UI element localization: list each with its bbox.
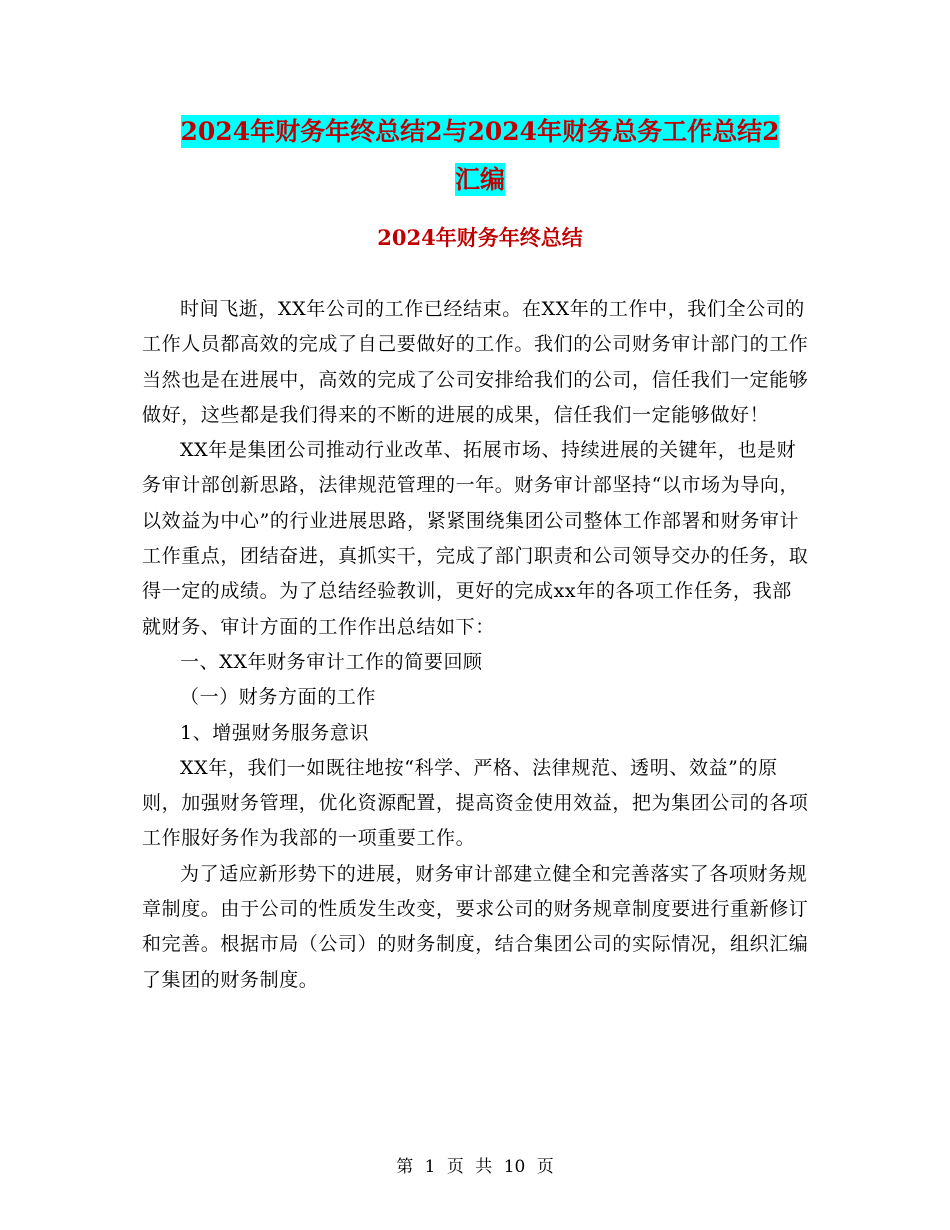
document-title — [140, 108, 820, 204]
page-footer: 第 1 页 共 10 页 — [396, 1157, 554, 1177]
paragraph: 1、增强财务服务意识 — [180, 721, 370, 744]
paragraph: 时间飞逝，XX年公司的工作已经结束。在XX年的工作中，我们全公司的工作人员都高效的完成了自己要做好的工作。我们的公司财务审计部门的工作当然也是在进展中，高效的完成了公司安排给我们的公司，信任我们一定能够做好，这些都是我们得来的不断的进展的成果，信任我们一定能够做好！ — [142, 298, 809, 426]
paragraph: XX年是集团公司推动行业改革、拓展市场、持续进展的关键年，也是财务审计部创新思路，法律规范管理的一年。财务审计部坚持“以市场为导向，以效益为中心”的行业进展思路，紧紧围绕集团公司整体工作部署和财务审计工作重点，团结奋进，真抓实干，完成了部门职责和公司领导交办的任务，取得一定的成绩。为了总结经验教训，更好的完成xx年的各项工作任务，我部就财务、审计方面的工作作出总结如下： — [142, 439, 809, 638]
paragraph: 一、XX年财务审计工作的简要回顾 — [180, 650, 483, 673]
paragraph: XX年，我们一如既往地按“科学、严格、法律规范、透明、效益”的原则，加强财务管理，优化资源配置，提高资金使用效益，把为集团公司的各项工作服好务作为我部的一项重要工作。 — [142, 756, 809, 850]
paragraph: （一）财务方面的工作 — [180, 686, 377, 709]
document-title-line-1: 2024年财务年终总结2与2024年财务总务工作总结2 — [180, 117, 780, 146]
paragraph: 为了适应新形势下的进展，财务审计部建立健全和完善落实了各项财务规章制度。由于公司的性质发生改变，要求公司的财务规章制度要进行重新修订和完善。根据市局（公司）的财务制度，结合集团公司的实际情况，组织汇编了集团的财务制度。 — [142, 862, 809, 991]
section-title: 2024年财务年终总结 — [377, 225, 583, 250]
document-title-line-2: 汇编 — [454, 165, 505, 194]
document-body — [142, 292, 810, 998]
